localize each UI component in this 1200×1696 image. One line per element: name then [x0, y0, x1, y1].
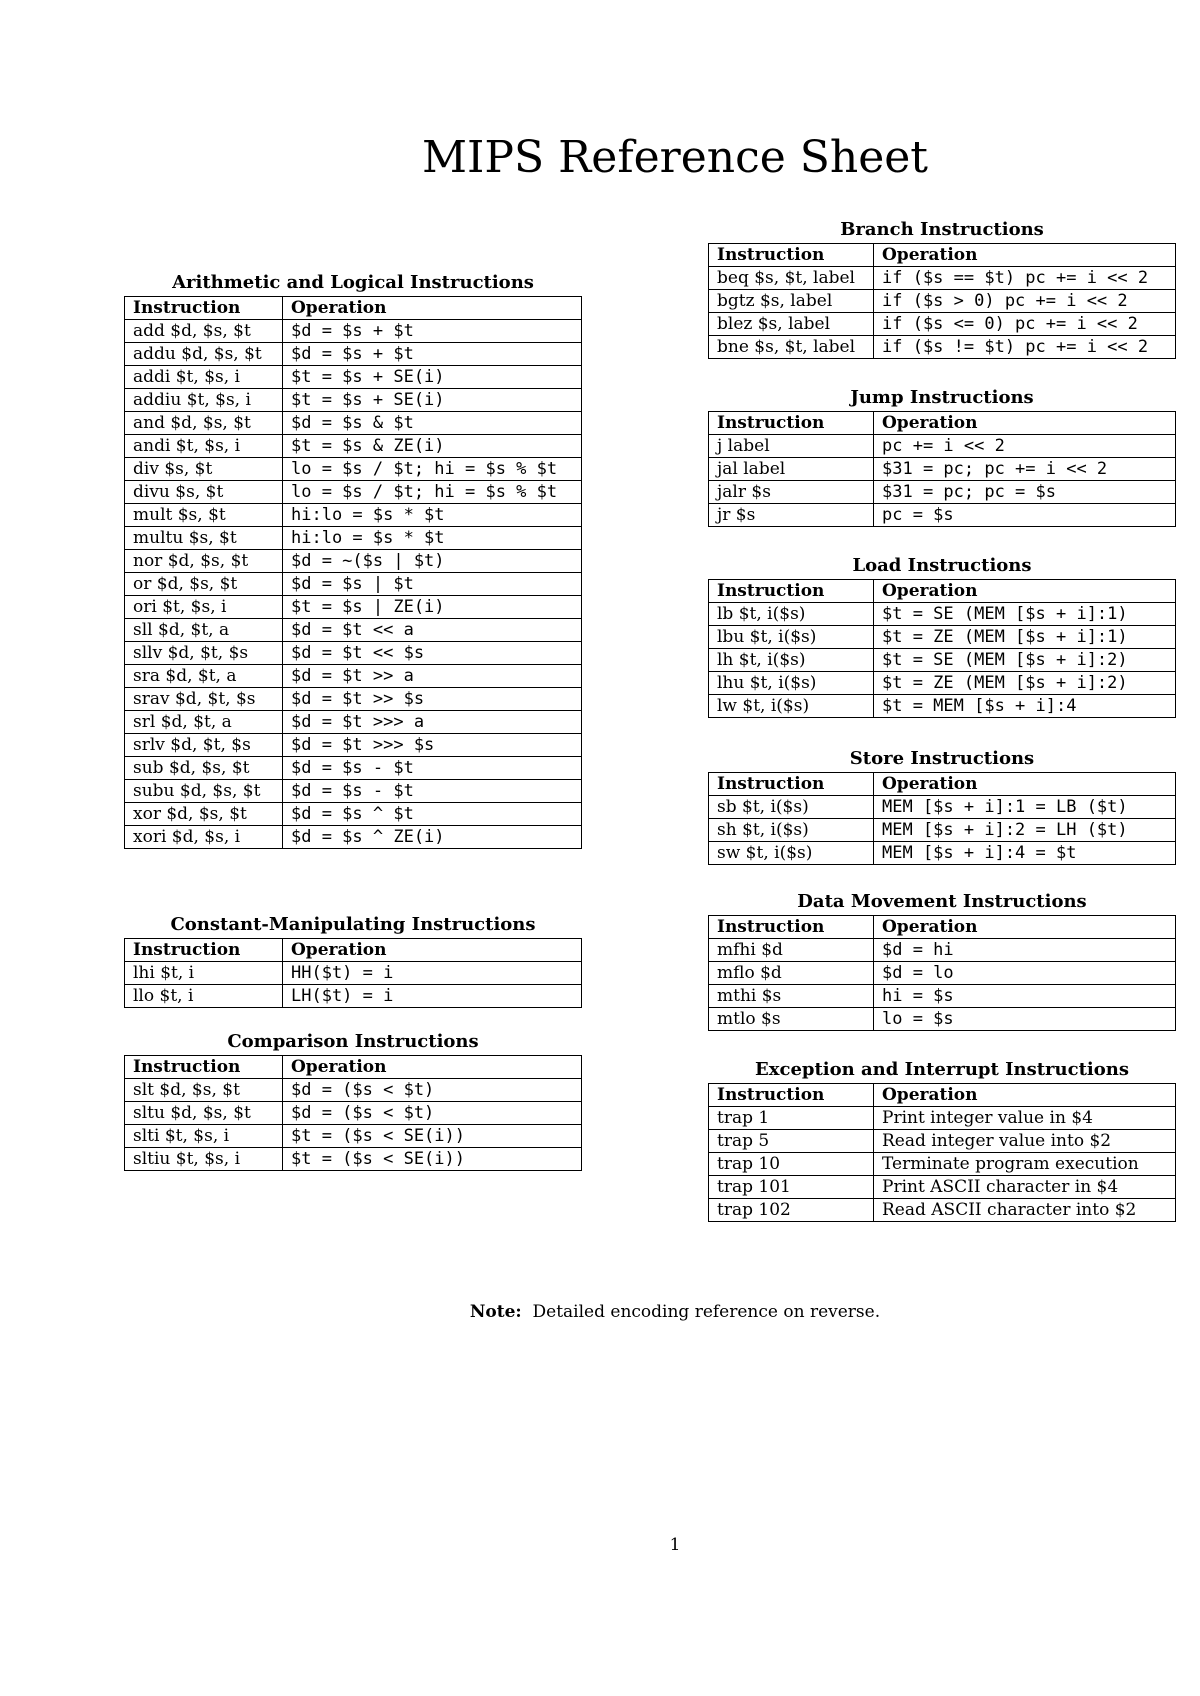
operation-cell: $d = $s ^ $t — [283, 803, 582, 826]
column-header-operation: Operation — [874, 412, 1176, 435]
instruction-cell: and $d, $s, $t — [125, 412, 283, 435]
instruction-cell: bgtz $s, label — [709, 290, 874, 313]
operation-cell: $t = $s + SE(i) — [283, 389, 582, 412]
table-row — [125, 780, 582, 803]
operation-cell: hi:lo = $s * $t — [283, 527, 582, 550]
column-header-instruction: Instruction — [125, 297, 283, 320]
section-title: Constant-Manipulating Instructions — [170, 914, 536, 935]
section-title: Data Movement Instructions — [797, 891, 1087, 912]
operation-cell: LH($t) = i — [283, 985, 582, 1008]
instruction-cell: addiu $t, $s, i — [125, 389, 283, 412]
operation-cell: $d = ($s < $t) — [283, 1102, 582, 1125]
column-header-operation: Operation — [283, 1056, 582, 1079]
operation-cell: pc += i << 2 — [874, 435, 1176, 458]
section-branch — [708, 217, 1176, 359]
operation-cell: $31 = pc; pc = $s — [874, 481, 1176, 504]
table-row — [125, 826, 582, 849]
operation-cell: $d = $s ^ ZE(i) — [283, 826, 582, 849]
operation-cell: $t = SE (MEM [$s + i]:2) — [874, 649, 1176, 672]
instruction-cell: srl $d, $t, a — [125, 711, 283, 734]
table-row — [125, 1079, 582, 1102]
table-row — [709, 313, 1176, 336]
table-row — [125, 688, 582, 711]
section-title: Comparison Instructions — [227, 1031, 479, 1052]
instruction-cell: jalr $s — [709, 481, 874, 504]
table-row — [125, 665, 582, 688]
operation-cell: hi = $s — [874, 985, 1176, 1008]
table-row — [709, 481, 1176, 504]
operation-cell: $d = $s + $t — [283, 343, 582, 366]
instruction-cell: trap 102 — [709, 1199, 874, 1222]
table-row — [709, 1008, 1176, 1031]
column-header-instruction: Instruction — [709, 1084, 874, 1107]
operation-cell: $t = ($s < SE(i)) — [283, 1148, 582, 1171]
table-header-row — [125, 297, 582, 320]
operation-cell: MEM [$s + i]:4 = $t — [874, 842, 1176, 865]
instruction-cell: srav $d, $t, $s — [125, 688, 283, 711]
table-row — [709, 985, 1176, 1008]
exception-table — [708, 1083, 1176, 1222]
section-title: Store Instructions — [849, 748, 1035, 769]
instruction-cell: nor $d, $s, $t — [125, 550, 283, 573]
table-row — [125, 389, 582, 412]
store-table — [708, 772, 1176, 865]
instruction-cell: lh $t, i($s) — [709, 649, 874, 672]
table-row — [125, 596, 582, 619]
instruction-cell: ori $t, $s, i — [125, 596, 283, 619]
table-row — [125, 481, 582, 504]
instruction-cell: trap 10 — [709, 1153, 874, 1176]
instruction-cell: trap 1 — [709, 1107, 874, 1130]
table-row — [709, 458, 1176, 481]
table-row — [125, 803, 582, 826]
footnote — [0, 1302, 1200, 1322]
table-row — [125, 435, 582, 458]
column-header-operation: Operation — [283, 939, 582, 962]
instruction-cell: mfhi $d — [709, 939, 874, 962]
operation-cell: $d = lo — [874, 962, 1176, 985]
instruction-cell: lhu $t, i($s) — [709, 672, 874, 695]
table-row — [709, 290, 1176, 313]
instruction-cell: trap 101 — [709, 1176, 874, 1199]
table-row — [709, 336, 1176, 359]
operation-cell: $d = $s - $t — [283, 780, 582, 803]
operation-cell: $d = $t << a — [283, 619, 582, 642]
section-comparison — [124, 1029, 582, 1171]
table-row — [709, 1199, 1176, 1222]
section-title: Exception and Interrupt Instructions — [755, 1059, 1129, 1080]
table-row — [709, 672, 1176, 695]
operation-cell: Print ASCII character in $4 — [874, 1176, 1176, 1199]
instruction-cell: slt $d, $s, $t — [125, 1079, 283, 1102]
operation-cell: $d = $t >> $s — [283, 688, 582, 711]
comparison-table — [124, 1055, 582, 1171]
operation-cell: $d = $t >> a — [283, 665, 582, 688]
table-row — [125, 573, 582, 596]
operation-cell: $d = ($s < $t) — [283, 1079, 582, 1102]
instruction-cell: bne $s, $t, label — [709, 336, 874, 359]
table-row — [709, 504, 1176, 527]
operation-cell: Terminate program execution — [874, 1153, 1176, 1176]
page-title: MIPS Reference Sheet — [422, 132, 928, 183]
instruction-cell: mtlo $s — [709, 1008, 874, 1031]
instruction-cell: beq $s, $t, label — [709, 267, 874, 290]
operation-cell: $t = ZE (MEM [$s + i]:2) — [874, 672, 1176, 695]
column-header-instruction: Instruction — [709, 580, 874, 603]
column-header-operation: Operation — [874, 244, 1176, 267]
table-header-row — [125, 939, 582, 962]
instruction-cell: mthi $s — [709, 985, 874, 1008]
operation-cell: $t = $s + SE(i) — [283, 366, 582, 389]
note-label: Note: — [469, 1302, 522, 1322]
instruction-cell: sh $t, i($s) — [709, 819, 874, 842]
operation-cell: $d = $s - $t — [283, 757, 582, 780]
section-title: Branch Instructions — [840, 219, 1044, 240]
table-row — [709, 695, 1176, 718]
table-row — [709, 939, 1176, 962]
instruction-cell: j label — [709, 435, 874, 458]
column-header-operation: Operation — [874, 916, 1176, 939]
column-header-operation: Operation — [283, 297, 582, 320]
table-row — [125, 1125, 582, 1148]
load-table — [708, 579, 1176, 718]
instruction-cell: llo $t, i — [125, 985, 283, 1008]
branch-table — [708, 243, 1176, 359]
column-header-operation: Operation — [874, 580, 1176, 603]
operation-cell: $d = $s | $t — [283, 573, 582, 596]
table-row — [125, 711, 582, 734]
instruction-cell: sub $d, $s, $t — [125, 757, 283, 780]
page-number: 1 — [669, 1535, 681, 1555]
section-jump — [708, 385, 1176, 527]
instruction-cell: trap 5 — [709, 1130, 874, 1153]
table-row — [125, 504, 582, 527]
table-header-row — [709, 1084, 1176, 1107]
operation-cell: $t = ZE (MEM [$s + i]:1) — [874, 626, 1176, 649]
table-row — [709, 626, 1176, 649]
instruction-cell: sra $d, $t, a — [125, 665, 283, 688]
table-row — [709, 1130, 1176, 1153]
column-header-instruction: Instruction — [125, 1056, 283, 1079]
table-row — [125, 458, 582, 481]
table-row — [125, 962, 582, 985]
instruction-cell: sw $t, i($s) — [709, 842, 874, 865]
operation-cell: $t = $s & ZE(i) — [283, 435, 582, 458]
operation-cell: if ($s <= 0) pc += i << 2 — [874, 313, 1176, 336]
table-row — [709, 649, 1176, 672]
table-row — [125, 366, 582, 389]
operation-cell: $d = $s + $t — [283, 320, 582, 343]
table-header-row — [709, 244, 1176, 267]
instruction-cell: mult $s, $t — [125, 504, 283, 527]
table-row — [709, 842, 1176, 865]
instruction-cell: jal label — [709, 458, 874, 481]
table-header-row — [709, 580, 1176, 603]
column-header-operation: Operation — [874, 773, 1176, 796]
instruction-cell: xor $d, $s, $t — [125, 803, 283, 826]
instruction-cell: or $d, $s, $t — [125, 573, 283, 596]
operation-cell: if ($s != $t) pc += i << 2 — [874, 336, 1176, 359]
instruction-cell: sll $d, $t, a — [125, 619, 283, 642]
instruction-cell: lb $t, i($s) — [709, 603, 874, 626]
column-header-instruction: Instruction — [709, 773, 874, 796]
table-row — [709, 1176, 1176, 1199]
operation-cell: $d = ~($s | $t) — [283, 550, 582, 573]
operation-cell: lo = $s / $t; hi = $s % $t — [283, 481, 582, 504]
instruction-cell: mflo $d — [709, 962, 874, 985]
column-header-instruction: Instruction — [709, 244, 874, 267]
section-exception — [708, 1057, 1176, 1222]
instruction-cell: slti $t, $s, i — [125, 1125, 283, 1148]
note-text: Detailed encoding reference on reverse. — [532, 1302, 881, 1322]
operation-cell: HH($t) = i — [283, 962, 582, 985]
table-row — [125, 320, 582, 343]
instruction-cell: blez $s, label — [709, 313, 874, 336]
column-header-operation: Operation — [874, 1084, 1176, 1107]
datamove-table — [708, 915, 1176, 1031]
constant-table — [124, 938, 582, 1008]
operation-cell: Read ASCII character into $2 — [874, 1199, 1176, 1222]
instruction-cell: xori $d, $s, i — [125, 826, 283, 849]
instruction-cell: multu $s, $t — [125, 527, 283, 550]
table-row — [125, 734, 582, 757]
table-row — [709, 435, 1176, 458]
table-header-row — [709, 916, 1176, 939]
instruction-cell: sb $t, i($s) — [709, 796, 874, 819]
table-row — [125, 757, 582, 780]
operation-cell: if ($s == $t) pc += i << 2 — [874, 267, 1176, 290]
table-header-row — [709, 773, 1176, 796]
table-row — [125, 550, 582, 573]
table-row — [125, 343, 582, 366]
section-title: Load Instructions — [852, 555, 1032, 576]
operation-cell: MEM [$s + i]:1 = LB ($t) — [874, 796, 1176, 819]
table-row — [125, 1102, 582, 1125]
column-header-instruction: Instruction — [709, 916, 874, 939]
section-load — [708, 553, 1176, 718]
instruction-cell: divu $s, $t — [125, 481, 283, 504]
operation-cell: $t = ($s < SE(i)) — [283, 1125, 582, 1148]
table-row — [709, 1153, 1176, 1176]
operation-cell: $t = SE (MEM [$s + i]:1) — [874, 603, 1176, 626]
instruction-cell: lhi $t, i — [125, 962, 283, 985]
operation-cell: $31 = pc; pc += i << 2 — [874, 458, 1176, 481]
operation-cell: pc = $s — [874, 504, 1176, 527]
operation-cell: $t = $s | ZE(i) — [283, 596, 582, 619]
instruction-cell: sltu $d, $s, $t — [125, 1102, 283, 1125]
table-row — [125, 412, 582, 435]
column-header-instruction: Instruction — [125, 939, 283, 962]
table-row — [709, 962, 1176, 985]
instruction-cell: div $s, $t — [125, 458, 283, 481]
instruction-cell: sltiu $t, $s, i — [125, 1148, 283, 1171]
table-row — [709, 1107, 1176, 1130]
column-header-instruction: Instruction — [709, 412, 874, 435]
operation-cell: hi:lo = $s * $t — [283, 504, 582, 527]
section-title: Arithmetic and Logical Instructions — [172, 272, 534, 293]
operation-cell: $d = $t >>> $s — [283, 734, 582, 757]
operation-cell: Print integer value in $4 — [874, 1107, 1176, 1130]
section-constant — [124, 912, 582, 1008]
table-row — [125, 619, 582, 642]
section-store — [708, 746, 1176, 865]
instruction-cell: srlv $d, $t, $s — [125, 734, 283, 757]
operation-cell: if ($s > 0) pc += i << 2 — [874, 290, 1176, 313]
operation-cell: lo = $s / $t; hi = $s % $t — [283, 458, 582, 481]
table-header-row — [709, 412, 1176, 435]
instruction-cell: add $d, $s, $t — [125, 320, 283, 343]
instruction-cell: addu $d, $s, $t — [125, 343, 283, 366]
operation-cell: $d = $t << $s — [283, 642, 582, 665]
table-row — [709, 796, 1176, 819]
instruction-cell: addi $t, $s, i — [125, 366, 283, 389]
table-row — [709, 819, 1176, 842]
operation-cell: $d = hi — [874, 939, 1176, 962]
jump-table — [708, 411, 1176, 527]
table-row — [125, 985, 582, 1008]
operation-cell: MEM [$s + i]:2 = LH ($t) — [874, 819, 1176, 842]
table-row — [125, 1148, 582, 1171]
instruction-cell: sllv $d, $t, $s — [125, 642, 283, 665]
table-row — [125, 642, 582, 665]
instruction-cell: lbu $t, i($s) — [709, 626, 874, 649]
section-title: Jump Instructions — [850, 387, 1034, 408]
operation-cell: lo = $s — [874, 1008, 1176, 1031]
instruction-cell: jr $s — [709, 504, 874, 527]
table-header-row — [125, 1056, 582, 1079]
arithmetic-table — [124, 296, 582, 849]
instruction-cell: subu $d, $s, $t — [125, 780, 283, 803]
section-arithmetic — [124, 270, 582, 849]
operation-cell: Read integer value into $2 — [874, 1130, 1176, 1153]
table-row — [125, 527, 582, 550]
operation-cell: $d = $s & $t — [283, 412, 582, 435]
operation-cell: $d = $t >>> a — [283, 711, 582, 734]
section-datamove — [708, 889, 1176, 1031]
table-row — [709, 267, 1176, 290]
operation-cell: $t = MEM [$s + i]:4 — [874, 695, 1176, 718]
instruction-cell: lw $t, i($s) — [709, 695, 874, 718]
instruction-cell: andi $t, $s, i — [125, 435, 283, 458]
table-row — [709, 603, 1176, 626]
